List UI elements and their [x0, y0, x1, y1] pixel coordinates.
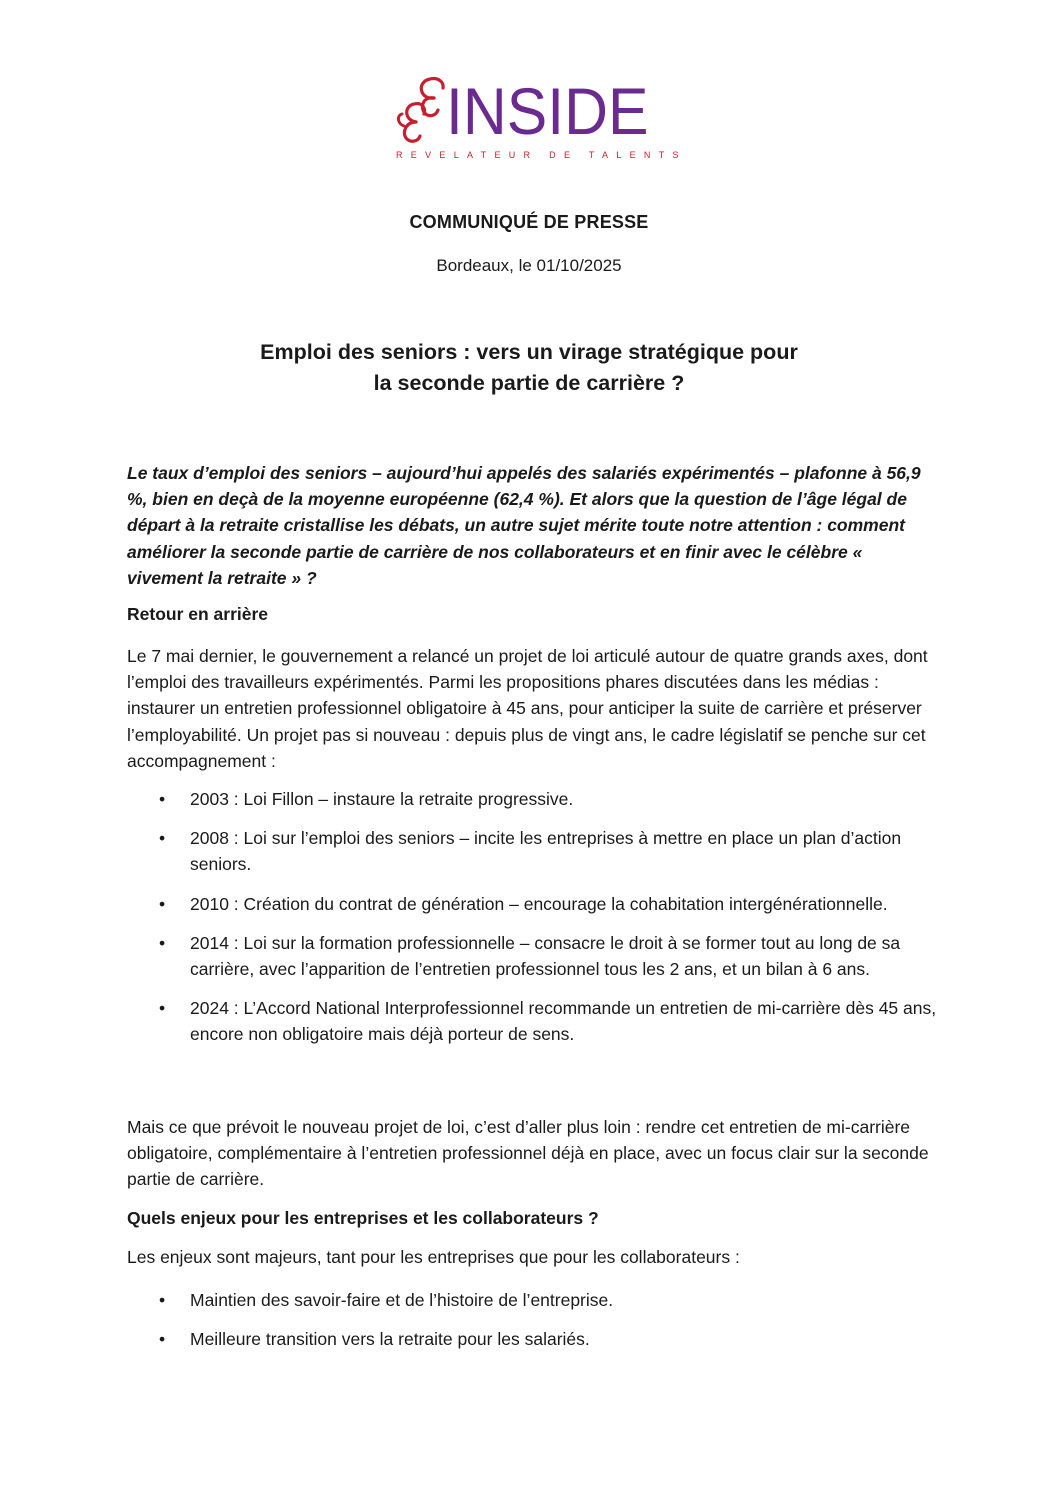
- list-item-text: 2024 : L’Accord National Interprofessionnel recommande un entretien de mi-carrière dès 45 ans, encore non obligatoire mais déjà porteur de sens.: [190, 998, 937, 1045]
- bullet-icon: •: [159, 1290, 166, 1310]
- bullet-icon: •: [159, 998, 166, 1019]
- list-item-text: Maintien des savoir-faire et de l’histoire de l’entreprise.: [190, 1290, 614, 1310]
- list-item: [127, 930, 937, 982]
- section-heading-enjeux: Quels enjeux pour les entreprises et les collaborateurs ?: [127, 1208, 599, 1228]
- lead-paragraph: Le taux d’emploi des seniors – aujourd’hui appelés des salariés expérimentés – plafonne à 56,9 %, bien en deçà de la moyenne européenne (62,4 %). Et alors que la question de l’âge légal de départ à la retraite cristallise les débats, un autre sujet mérite toute notre attention : comment améliorer la seconde partie de carrière de nos collaborateurs et en finir avec le célèbre « vivement la retraite » ?: [127, 463, 921, 588]
- page-title: [0, 337, 1058, 399]
- list-item: [127, 891, 937, 917]
- section-closing-paragraph: Mais ce que prévoit le nouveau projet de loi, c’est d’aller plus loin : rendre cet entretien de mi-carrière obligatoire, complémentaire à l’entretien professionnel déjà en place, avec un focus clair sur la seconde partie de carrière.: [127, 1117, 929, 1190]
- bullet-icon: •: [159, 828, 166, 849]
- list-item: [127, 1287, 937, 1313]
- list-item: [127, 786, 937, 812]
- bullet-icon: •: [159, 789, 166, 809]
- logo-wordmark: INSIDE: [446, 74, 649, 148]
- section-paragraph: Les enjeux sont majeurs, tant pour les entreprises que pour les collaborateurs :: [127, 1247, 740, 1267]
- press-release-kicker: COMMUNIQUÉ DE PRESSE: [409, 212, 649, 232]
- list-item-text: 2003 : Loi Fillon – instaure la retraite progressive.: [190, 789, 574, 809]
- title-line-1: Emploi des seniors : vers un virage stratégique pour: [260, 340, 798, 364]
- list-item-text: Meilleure transition vers la retraite pour les salariés.: [190, 1329, 590, 1350]
- list-item-text: 2014 : Loi sur la formation professionnelle – consacre le droit à se former tout au long de sa carrière, avec l’apparition de l’entretien professionnel tous les 2 ans, et un bilan à 6 ans.: [190, 932, 901, 980]
- list-item-text: 2008 : Loi sur l’emploi des seniors – incite les entreprises à mettre en place un plan d’action seniors.: [190, 828, 902, 875]
- list-item: [127, 1326, 937, 1352]
- bullet-icon: •: [159, 893, 166, 914]
- dateline: Bordeaux, le 01/10/2025: [436, 256, 622, 275]
- bullet-icon: •: [159, 1329, 166, 1350]
- section-heading-retour: Retour en arrière: [127, 604, 269, 624]
- title-line-2: la seconde partie de carrière ?: [373, 371, 685, 395]
- timeline-list: [127, 786, 937, 1061]
- bullet-icon: •: [159, 932, 166, 953]
- list-item-text: 2010 : Création du contrat de génération – encourage la cohabitation intergénérationnelle.: [190, 893, 888, 914]
- inside-logo: [394, 74, 687, 166]
- list-item: [127, 825, 937, 877]
- list-item: [127, 995, 937, 1047]
- section-paragraph: Le 7 mai dernier, le gouvernement a relancé un projet de loi articulé autour de quatre grands axes, dont l’emploi des travailleurs expérimentés. Parmi les propositions phares discutées dans les médias : instaurer un entretien professionnel obligatoire à 45 ans, pour anticiper la suite de carrière et préserver l’employabilité. Un projet pas si nouveau : depuis plus de vingt ans, le cadre législatif se penche sur cet accompagnement :: [127, 646, 928, 771]
- stakes-list: [127, 1287, 937, 1365]
- people-mark-icon: [394, 76, 450, 146]
- logo-tagline: REVELATEUR DE TALENTS: [396, 150, 687, 160]
